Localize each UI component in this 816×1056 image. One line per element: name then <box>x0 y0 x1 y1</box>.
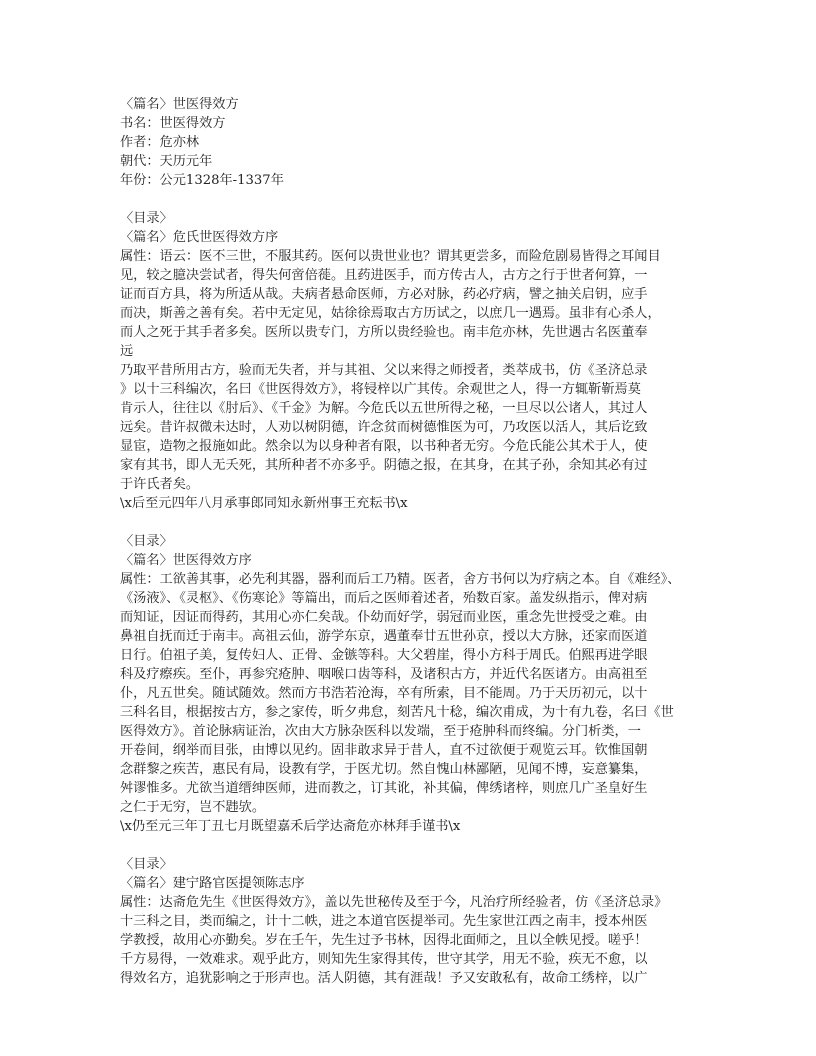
preface-section <box>120 532 698 836</box>
section-line: 远矣。昔许叔微未达时，人劝以树阴德，许念贫而树德惟医为可，乃攻医以活人，其后讫致 <box>120 420 648 435</box>
section-line: 念群黎之疾苦，惠民有局，设教有学，于医尤切。然自愧山林鄙陋，见闻不博，妄意纂集， <box>120 762 648 777</box>
section-line: 开卷间，纲举而目张，由博以见约。固非敢求异于昔人，直不过欲便于观览云耳。钦惟国朝 <box>120 743 648 758</box>
section-line: 证而百方具，将为所适从哉。夫病者悬命医师，方必对脉，药必疗病，譬之抽关启钥，应手 <box>120 287 648 302</box>
section-line: 科及疗瘵疾。至仆，再参究疮肿、咽喉口齿等科，及诸积古方，并近代名医诸方。由高祖至 <box>120 667 648 682</box>
section-line: 》以十三科编次，名曰《世医得效方》，将锓梓以广其传。余观世之人，得一方辄靳靳焉莫 <box>120 382 641 397</box>
section-line: \x后至元四年八月承事郎同知永新州事王充耘书\x <box>120 496 408 511</box>
section-line: 属性：工欲善其事，必先利其器，器利而后工乃精。医者，舍方书何以为疗病之本。自《难经》、 <box>120 572 681 587</box>
section-line: 见，较之臆决尝试者，得失何啻倍蓰。且药进医手，而方传古人，古方之行于世者何算，一 <box>120 268 648 283</box>
section-line: 舛谬惟多。尤欲当道缙绅医师，进而教之，订其讹，补其偏，俾绣诸梓，则庶几广圣皇好生 <box>120 781 648 796</box>
section-line: 〈目录〉 <box>120 857 173 872</box>
section-line: \x仍至元三年丁丑七月既望嘉禾后学达斋危亦林拜手谨书\x <box>120 819 461 834</box>
section-line: 日行。伯祖子美，复传妇人、正骨、金镞等科。大父碧崖，得小方科于周氏。伯熙再进学眼 <box>120 648 648 663</box>
header-line: 年份：公元1328年-1337年 <box>120 173 284 188</box>
section-line: 属性：达斋危先生《世医得效方》，盖以先世秘传及至于今，凡治疗所经验者，仿《圣济总录》 <box>120 895 668 910</box>
section-line: 之仁于无穷，岂不韪欤。 <box>120 800 266 815</box>
section-line: 〈篇名〉建宁路官医提领陈志序 <box>120 876 305 891</box>
section-line: 仆，凡五世矣。随试随效。然而方书浩若沧海，卒有所索，目不能周。乃于天历初元，以十 <box>120 686 648 701</box>
section-line: 家有其书，即人无夭死，其所种者不亦多乎。阴德之报，在其身，在其子孙，余知其必有过 <box>120 458 648 473</box>
preface-section <box>120 855 698 988</box>
book-header <box>120 95 698 190</box>
section-line: 十三科之目，类而编之，计十二帙，进之本道官医提举司。先生家世江西之南丰，授本州医 <box>120 914 648 929</box>
header-line: 书名：世医得效方 <box>120 116 226 131</box>
section-line: 而决，斯善之善有矣。若中无定见，姑徐徐焉取古方历试之，以庶几一遇焉。虽非有心杀人， <box>120 306 661 321</box>
section-line: 《汤液》、《灵枢》、《伤寒论》等篇出，而后之医师着述者，殆数百家。盖发纵指示，俾对病 <box>120 591 648 606</box>
blank-line <box>120 190 698 209</box>
header-line: 朝代：天历元年 <box>120 154 213 169</box>
section-line: 三科名目，根据按古方，参之家传，昕夕弗怠，刻苦凡十稔，编次甫成，为十有九卷，名曰《世 <box>120 705 674 720</box>
header-line: 〈篇名〉世医得效方 <box>120 97 239 112</box>
section-line: 〈目录〉 <box>120 211 173 226</box>
section-line: 医得效方》。首论脉病证治，次由大方脉杂医科以发端，至于疮肿科而终编。分门析类，一 <box>120 724 641 739</box>
blank-line <box>120 836 698 855</box>
blank-line <box>120 513 698 532</box>
section-line: 〈目录〉 <box>120 534 173 549</box>
section-line: 乃取平昔所用古方，验而无失者，并与其祖、父以来得之师授者，类萃成书，仿《圣济总录 <box>120 363 648 378</box>
section-line: 属性：语云：医不三世，不服其药。医何以贵世业也？谓其更尝多，而险危剧易皆得之耳闻目 <box>120 249 661 264</box>
preface-section <box>120 209 698 513</box>
document-page <box>120 95 698 988</box>
section-line: 而人之死于其手者多矣。医所以贵专门，方所以贵经验也。南丰危亦林，先世遇古名医董奉 <box>120 325 648 340</box>
section-line: 〈篇名〉危氏世医得效方序 <box>120 230 279 245</box>
section-line: 显宦，造物之报施如此。然余以为以身种者有限，以书种者无穷。今危氏能公其术于人，使 <box>120 439 648 454</box>
section-line: 千方易得，一效难求。观乎此方，则知先生家得其传，世守其学，用无不验，疾无不愈，以 <box>120 952 648 967</box>
section-line: 得效名方，追犹影响之于形声也。活人阴德，其有涯哉！予又安敢私有，故命工绣梓，以广 <box>120 971 648 986</box>
section-line: 远 <box>120 344 134 359</box>
section-line: 于许氏者矣。 <box>120 477 200 492</box>
section-line: 鼻祖自抚而迁于南丰。高祖云仙，游学东京，遇董奉廿五世孙京，授以大方脉，还家而医道 <box>120 629 648 644</box>
section-line: 肯示人，往往以《肘后》、《千金》为解。今危氏以五世所得之秘，一旦尽以公诸人，其过人 <box>120 401 648 416</box>
section-line: 学教授，故用心亦勤矣。岁在壬午，先生过予书林，因得北面师之，且以全帙见授。嗟乎！ <box>120 933 648 948</box>
header-line: 作者：危亦林 <box>120 135 200 150</box>
section-line: 而知证，因证而得药，其用心亦仁矣哉。仆幼而好学，弱冠而业医，重念先世授受之难。由 <box>120 610 648 625</box>
section-line: 〈篇名〉世医得效方序 <box>120 553 252 568</box>
